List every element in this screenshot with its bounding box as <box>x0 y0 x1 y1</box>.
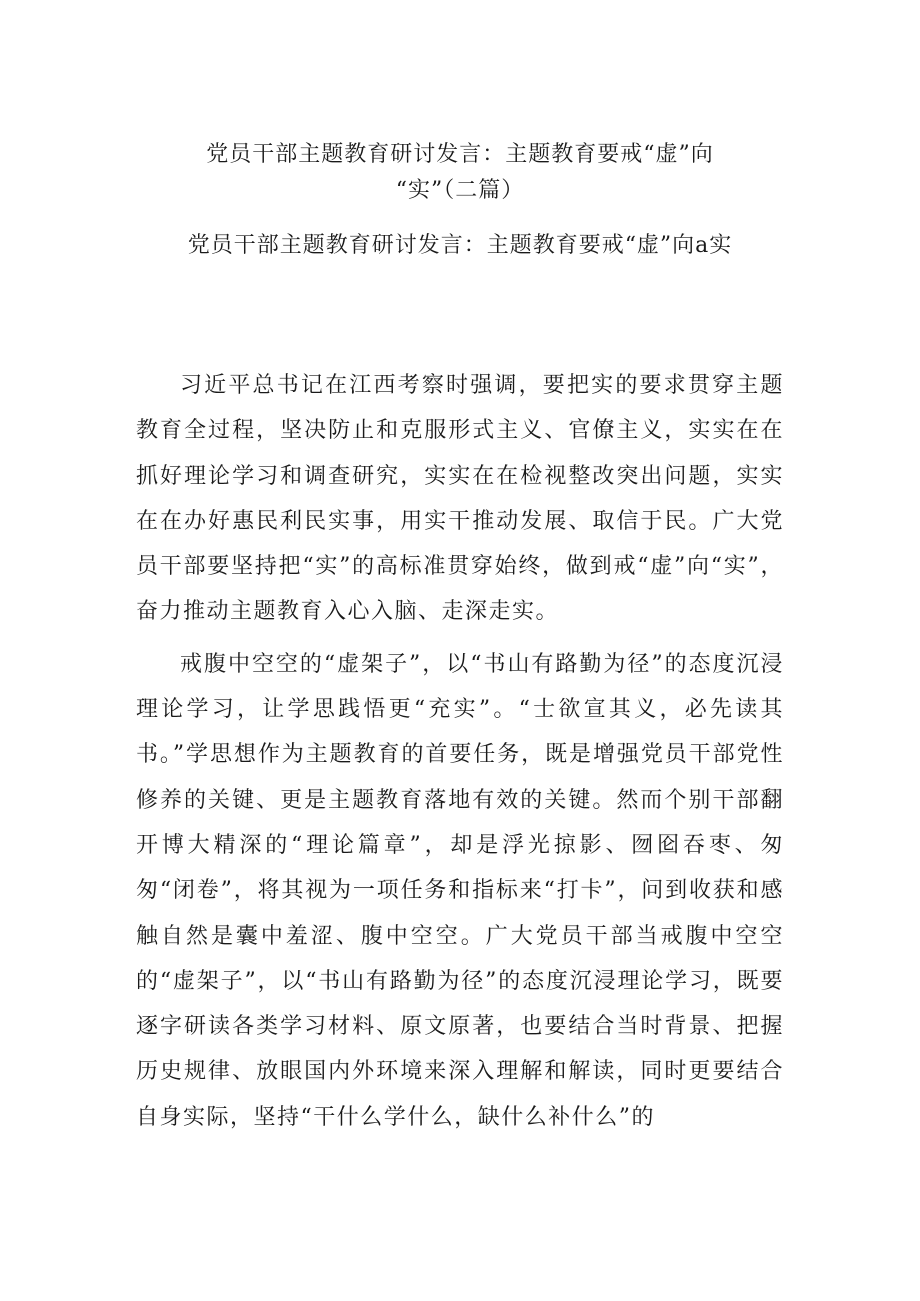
document-title <box>120 137 800 209</box>
paragraph-1: 习近平总书记在江西考察时强调，要把实的要求贯穿主题教育全过程，坚决防止和克服形式主义、官僚主义，实实在在抓好理论学习和调查研究，实实在在检视整改突出问题，实实在在办好惠民利民实事，用实干推动发展、取信于民。广大党员干部要坚持把“实”的高标准贯穿始终，做到戒“虚”向“实”，奋力推动主题教育入心入脑、走深走实。 <box>136 373 784 625</box>
title-line-1: 党员干部主题教育研讨发言：主题教育要戒“虚”向 <box>206 142 714 167</box>
document-body <box>136 363 784 1147</box>
paragraph-2: 戒腹中空空的“虚架子”，以“书山有路勤为径”的态度沉浸理论学习，让学思践悟更“充实”。“士欲宣其义，必先读其书。”学思想作为主题教育的首要任务，既是增强党员干部党性修养的关键、更是主题教育落地有效的关键。然而个别干部翻开博大精深的“理论篇章”，却是浮光掠影、囫囵吞枣、匆匆“闭卷”，将其视为一项任务和指标来“打卡”，问到收获和感触自然是囊中羞涩、腹中空空。广大党员干部当戒腹中空空的“虚架子”，以“书山有路勤为径”的态度沉浸理论学习，既要逐字研读各类学习材料、原文原著，也要结合当时背景、把握历史规律、放眼国内外环境来深入理解和解读，同时更要结合自身实际，坚持“干什么学什么，缺什么补什么”的 <box>136 651 784 1130</box>
document-subtitle: 党员干部主题教育研讨发言：主题教育要戒“虚”向a实 <box>187 233 733 258</box>
title-line-2: “实”（二篇） <box>395 178 525 203</box>
